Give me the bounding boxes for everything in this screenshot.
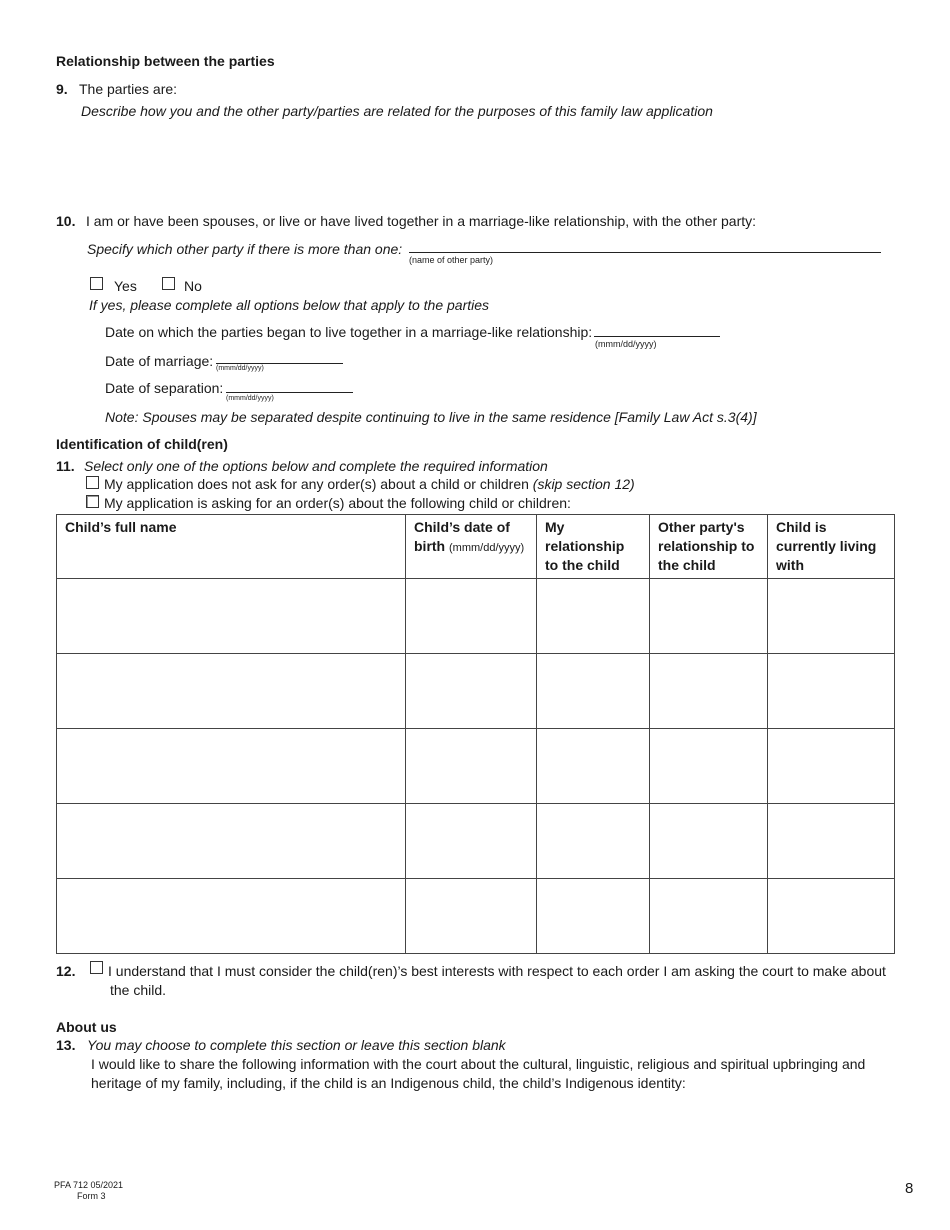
question-9-text: The parties are: (79, 81, 178, 97)
section-heading-about-us: About us (56, 1019, 117, 1035)
header-child-dob: Child’s date of birth (mmm/dd/yyyy) (406, 515, 537, 579)
header-child-name: Child’s full name (57, 515, 406, 579)
other-relationship-cell[interactable] (650, 579, 768, 654)
my-relationship-cell[interactable] (537, 729, 650, 804)
child-name-cell[interactable] (57, 729, 406, 804)
my-relationship-cell[interactable] (537, 579, 650, 654)
best-interests-checkbox[interactable] (90, 961, 103, 974)
question-number-13: 13. (56, 1037, 76, 1053)
question-13-text-line2: heritage of my family, including, if the child is an Indigenous child, the child’s Indigenous identity: (91, 1075, 686, 1091)
table-row (57, 729, 895, 804)
no-children-order-label: My application does not ask for any order(s) about a child or children (skip section 12) (104, 476, 635, 492)
separation-date-hint: (mmm/dd/yyyy) (226, 395, 274, 402)
children-table-header (57, 515, 895, 579)
question-13-answer-area[interactable] (91, 1096, 891, 1166)
question-9-instruction: Describe how you and the other party/parties are related for the purposes of this family law application (81, 103, 713, 119)
other-party-name-hint: (name of other party) (409, 255, 494, 265)
question-13-instruction: You may choose to complete this section or leave this section blank (87, 1037, 506, 1053)
living-with-cell[interactable] (768, 804, 895, 879)
form-code: PFA 712 05/2021 (54, 1180, 124, 1190)
children-order-checkbox[interactable] (86, 495, 99, 508)
child-name-cell[interactable] (57, 879, 406, 954)
child-dob-cell[interactable] (406, 579, 537, 654)
if-yes-instruction: If yes, please complete all options below that apply to the parties (89, 297, 490, 313)
no-label: No (184, 278, 202, 294)
my-relationship-cell[interactable] (537, 654, 650, 729)
yes-checkbox[interactable] (90, 277, 103, 290)
child-name-cell[interactable] (57, 654, 406, 729)
no-checkbox[interactable] (162, 277, 175, 290)
question-10-text: I am or have been spouses, or live or have lived together in a marriage-like relationship, with the other party: (86, 213, 757, 229)
other-party-name-field[interactable] (409, 252, 881, 253)
began-living-together-field[interactable] (594, 336, 720, 337)
question-number-9: 9. (56, 81, 68, 97)
page-number: 8 (905, 1180, 914, 1197)
header-living-with: Child is currently living with (768, 515, 895, 579)
other-relationship-cell[interactable] (650, 729, 768, 804)
question-number-11: 11. (56, 458, 75, 474)
question-13-text-line1: I would like to share the following information with the court about the cultural, linguistic, religious and spiritual upbringing and (91, 1056, 866, 1072)
marriage-date-field[interactable] (216, 363, 343, 364)
separation-date-field[interactable] (226, 392, 353, 393)
yes-label: Yes (114, 278, 137, 294)
child-dob-cell[interactable] (406, 654, 537, 729)
header-my-relationship: My relationship to the child (537, 515, 650, 579)
question-number-12: 12. (56, 963, 76, 979)
table-row (57, 879, 895, 954)
began-living-together-hint: (mmm/dd/yyyy) (595, 339, 657, 349)
table-row (57, 804, 895, 879)
children-table (56, 514, 895, 954)
other-relationship-cell[interactable] (650, 654, 768, 729)
section-heading-relationship: Relationship between the parties (56, 53, 275, 69)
my-relationship-cell[interactable] (537, 879, 650, 954)
no-children-order-checkbox[interactable] (86, 476, 99, 489)
section-heading-children: Identification of child(ren) (56, 436, 228, 452)
table-row (57, 579, 895, 654)
separation-date-label: Date of separation: (105, 380, 224, 396)
other-relationship-cell[interactable] (650, 879, 768, 954)
living-with-cell[interactable] (768, 579, 895, 654)
child-dob-cell[interactable] (406, 729, 537, 804)
living-with-cell[interactable] (768, 879, 895, 954)
child-name-cell[interactable] (57, 804, 406, 879)
began-living-together-label: Date on which the parties began to live together in a marriage-like relationship: (105, 324, 593, 340)
table-row (57, 654, 895, 729)
question-11-instruction: Select only one of the options below and complete the required information (84, 458, 548, 474)
child-dob-cell[interactable] (406, 804, 537, 879)
form-name: Form 3 (77, 1191, 106, 1201)
best-interests-text-line2: the child. (110, 982, 167, 998)
question-number-10: 10. (56, 213, 76, 229)
living-with-cell[interactable] (768, 729, 895, 804)
spouses-note: Note: Spouses may be separated despite continuing to live in the same residence [Family Law Act s.3(4)] (105, 409, 757, 425)
question-9-answer-area[interactable] (81, 124, 891, 204)
my-relationship-cell[interactable] (537, 804, 650, 879)
marriage-date-hint: (mmm/dd/yyyy) (216, 365, 264, 372)
children-order-label: My application is asking for an order(s) about the following child or children: (104, 495, 571, 511)
best-interests-text-line1: I understand that I must consider the child(ren)’s best interests with respect to each order I am asking the court to make about (108, 963, 886, 979)
specify-party-label: Specify which other party if there is more than one: (87, 241, 403, 257)
marriage-date-label: Date of marriage: (105, 353, 214, 369)
living-with-cell[interactable] (768, 654, 895, 729)
other-relationship-cell[interactable] (650, 804, 768, 879)
header-other-relationship: Other party's relationship to the child (650, 515, 768, 579)
child-dob-cell[interactable] (406, 879, 537, 954)
child-name-cell[interactable] (57, 579, 406, 654)
